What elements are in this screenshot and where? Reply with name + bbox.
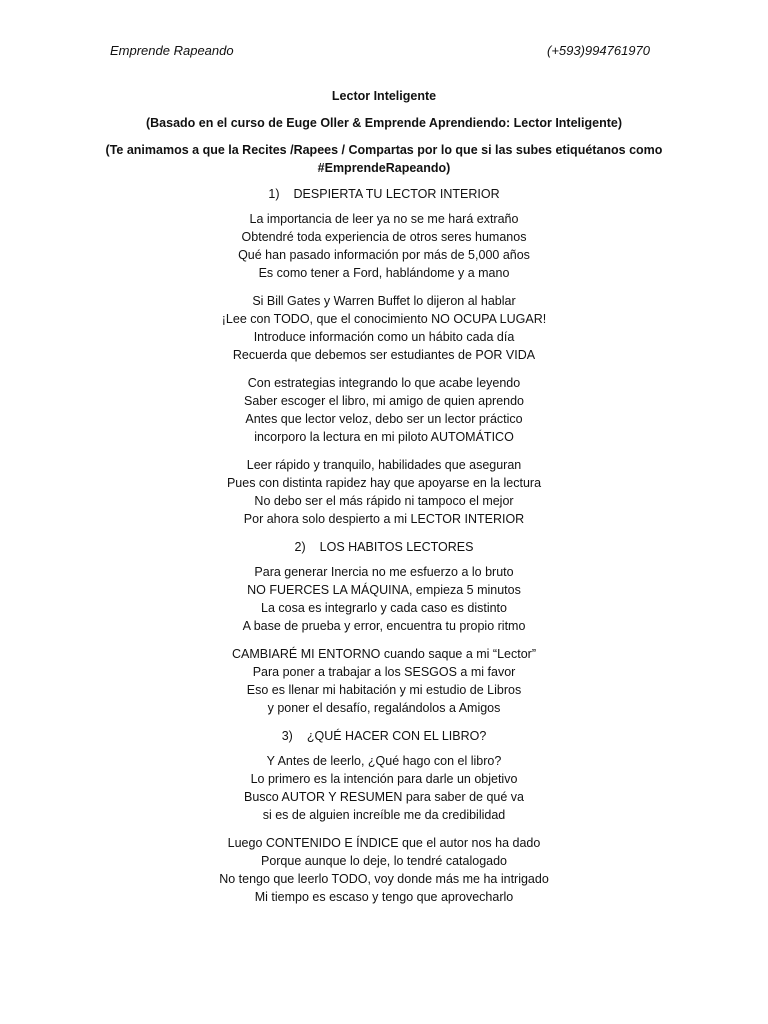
verse-line: Recuerda que debemos ser estudiantes de POR VIDA [232, 348, 536, 362]
page-header [110, 43, 650, 58]
stanza [0, 645, 768, 717]
verse-line: Obtendré toda experiencia de otros seres humanos [241, 230, 527, 244]
verse-line: La cosa es integrarlo y cada caso es distinto [261, 601, 507, 615]
document-subtitle: (Basado en el curso de Euge Oller & Emprende Aprendiendo: Lector Inteligente) [145, 116, 622, 130]
header-brand: Emprende Rapeando [110, 43, 234, 58]
verse-line: CAMBIARÉ MI ENTORNO cuando saque a mi “Lector” [231, 647, 537, 661]
verse-line: Con estrategias integrando lo que acabe leyendo [247, 376, 521, 390]
verse-line: A base de prueba y error, encuentra tu propio ritmo [242, 619, 526, 633]
verse-line: ¡Lee con TODO, que el conocimiento NO OCUPA LUGAR! [221, 312, 547, 326]
verse-line: Es como tener a Ford, hablándome y a mano [258, 266, 510, 280]
verse-line: Por ahora solo despierto a mi LECTOR INTERIOR [243, 512, 525, 526]
verse-line: Lo primero es la intención para darle un objetivo [250, 772, 518, 786]
verse-line: Leer rápido y tranquilo, habilidades que aseguran [246, 458, 522, 472]
stanza [0, 210, 768, 282]
section-number: 3) [281, 729, 293, 743]
document-title: Lector Inteligente [331, 89, 437, 103]
verse-line: Pues con distinta rapidez hay que apoyarse en la lectura [226, 476, 542, 490]
verse-line: No tengo que leerlo TODO, voy donde más me ha intrigado [219, 872, 549, 886]
verse-line: si es de alguien increíble me da credibilidad [262, 808, 506, 822]
verse-line: Introduce información como un hábito cada día [253, 330, 515, 344]
verse-line: La importancia de leer ya no se me hará extraño [249, 212, 519, 226]
poem-content [0, 87, 768, 916]
verse-line: Qué han pasado información por más de 5,000 años [238, 248, 530, 262]
verse-line: Para poner a trabajar a los SESGOS a mi favor [252, 665, 516, 679]
stanza [0, 563, 768, 635]
verse-line: Busco AUTOR Y RESUMEN para saber de qué va [244, 790, 524, 804]
verse-line: NO FUERCES LA MÁQUINA, empieza 5 minutos [247, 583, 521, 597]
stanza [0, 374, 768, 446]
verse-line: Para generar Inercia no me esfuerzo a lo bruto [254, 565, 514, 579]
verse-line: Saber escoger el libro, mi amigo de quien aprendo [243, 394, 525, 408]
section-heading [0, 538, 768, 556]
section-number: 2) [294, 540, 306, 554]
stanza [0, 292, 768, 364]
verse-line: Eso es llenar mi habitación y mi estudio de Libros [246, 683, 522, 697]
verse-line: y poner el desafío, regalándolos a Amigos [267, 701, 501, 715]
header-phone: (+593)994761970 [546, 43, 650, 58]
section-number: 1) [268, 187, 280, 201]
verse-line: incorporo la lectura en mi piloto AUTOMÁTICO [254, 430, 514, 444]
section-heading [0, 185, 768, 203]
stanza [0, 456, 768, 528]
stanza [0, 752, 768, 824]
verse-line: Luego CONTENIDO E ÍNDICE que el autor nos ha dado [227, 836, 541, 850]
stanza [0, 834, 768, 906]
sections-container [0, 185, 768, 906]
verse-line: Y Antes de leerlo, ¿Qué hago con el libro? [266, 754, 502, 768]
section-heading [0, 727, 768, 745]
section-title: DESPIERTA TU LECTOR INTERIOR [293, 187, 500, 201]
verse-line: Si Bill Gates y Warren Buffet lo dijeron al hablar [252, 294, 516, 308]
verse-line: Porque aunque lo deje, lo tendré catalogado [260, 854, 508, 868]
verse-line: Mi tiempo es escaso y tengo que aprovecharlo [254, 890, 514, 904]
section-title: LOS HABITOS LECTORES [319, 540, 474, 554]
document-note: (Te animamos a que la Recites /Rapees / Compartas por lo que si las subes etiquétanos como #EmprendeRapeando) [105, 143, 663, 175]
verse-line: No debo ser el más rápido ni tampoco el mejor [254, 494, 514, 508]
section-title: ¿QUÉ HACER CON EL LIBRO? [306, 729, 487, 743]
verse-line: Antes que lector veloz, debo ser un lector práctico [245, 412, 523, 426]
